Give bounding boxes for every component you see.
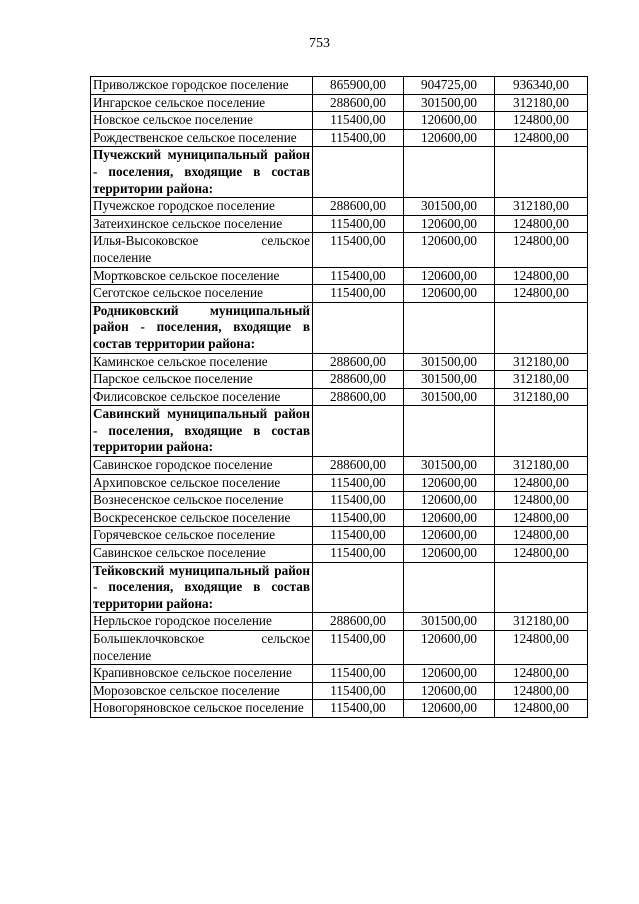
settlement-name-cell: Илья-Высоковское сельское поселение — [91, 233, 313, 267]
amount-cell-1 — [313, 406, 404, 457]
settlement-name-cell: Морозовское сельское поселение — [91, 682, 313, 700]
amount-cell-1: 288600,00 — [313, 388, 404, 406]
amount-cell-1: 288600,00 — [313, 457, 404, 475]
settlement-name-cell: Каминское сельское поселение — [91, 353, 313, 371]
amount-cell-1: 115400,00 — [313, 492, 404, 510]
amount-cell-3: 124800,00 — [495, 527, 588, 545]
amount-cell-2: 120600,00 — [404, 545, 495, 563]
page-number: 753 — [309, 36, 330, 51]
amount-cell-2: 904725,00 — [404, 77, 495, 95]
amount-cell-2: 120600,00 — [404, 233, 495, 267]
settlement-name-cell: Парское сельское поселение — [91, 371, 313, 389]
table-row — [91, 509, 588, 527]
district-name-cell: Пучежский муниципальный район - поселения, входящие в состав территории района: — [91, 147, 313, 198]
table-row — [91, 700, 588, 718]
table-row — [91, 94, 588, 112]
amount-cell-2: 120600,00 — [404, 492, 495, 510]
amount-cell-1: 115400,00 — [313, 285, 404, 303]
amount-cell-2: 301500,00 — [404, 388, 495, 406]
amount-cell-1: 115400,00 — [313, 631, 404, 665]
table-row — [91, 77, 588, 95]
table-row — [91, 492, 588, 510]
amount-cell-1 — [313, 147, 404, 198]
amount-cell-3: 124800,00 — [495, 700, 588, 718]
section-header-row — [91, 562, 588, 613]
amount-cell-3: 312180,00 — [495, 353, 588, 371]
amount-cell-2: 120600,00 — [404, 631, 495, 665]
table-row — [91, 665, 588, 683]
amount-cell-3 — [495, 302, 588, 353]
amount-cell-1: 115400,00 — [313, 700, 404, 718]
settlement-name-cell: Крапивновское сельское поселение — [91, 665, 313, 683]
amount-cell-1: 115400,00 — [313, 215, 404, 233]
district-name-cell: Тейковский муниципальный район - поселения, входящие в состав территории района: — [91, 562, 313, 613]
amount-cell-1 — [313, 302, 404, 353]
settlement-name-cell: Ингарское сельское поселение — [91, 94, 313, 112]
amount-cell-2 — [404, 147, 495, 198]
amount-cell-2 — [404, 302, 495, 353]
amount-cell-1: 115400,00 — [313, 545, 404, 563]
amount-cell-2: 301500,00 — [404, 613, 495, 631]
amount-cell-2: 120600,00 — [404, 215, 495, 233]
settlement-name-cell: Затеихинское сельское поселение — [91, 215, 313, 233]
amount-cell-3: 936340,00 — [495, 77, 588, 95]
settlement-name-cell: Филисовское сельское поселение — [91, 388, 313, 406]
amount-cell-2 — [404, 562, 495, 613]
table-row — [91, 198, 588, 216]
table-row — [91, 474, 588, 492]
amount-cell-2: 120600,00 — [404, 527, 495, 545]
amount-cell-3: 124800,00 — [495, 682, 588, 700]
amount-cell-1: 288600,00 — [313, 371, 404, 389]
amount-cell-3: 124800,00 — [495, 112, 588, 130]
amount-cell-1: 115400,00 — [313, 474, 404, 492]
amount-cell-3: 124800,00 — [495, 233, 588, 267]
table-row — [91, 457, 588, 475]
amount-cell-3: 124800,00 — [495, 665, 588, 683]
amount-cell-2: 120600,00 — [404, 474, 495, 492]
amount-cell-3: 124800,00 — [495, 509, 588, 527]
amount-cell-2: 301500,00 — [404, 457, 495, 475]
amount-cell-3: 312180,00 — [495, 388, 588, 406]
amount-cell-2: 120600,00 — [404, 129, 495, 147]
settlement-name-cell: Новское сельское поселение — [91, 112, 313, 130]
table-row — [91, 215, 588, 233]
amount-cell-3: 124800,00 — [495, 267, 588, 285]
amount-cell-2: 120600,00 — [404, 665, 495, 683]
amount-cell-3: 124800,00 — [495, 285, 588, 303]
table-body — [91, 77, 588, 718]
table-row — [91, 353, 588, 371]
table-row — [91, 371, 588, 389]
amount-cell-3 — [495, 406, 588, 457]
amount-cell-2: 301500,00 — [404, 198, 495, 216]
settlement-name-cell: Новогоряновское сельское поселение — [91, 700, 313, 718]
settlement-name-cell: Приволжское городское поселение — [91, 77, 313, 95]
amount-cell-1 — [313, 562, 404, 613]
table-row — [91, 613, 588, 631]
settlement-name-cell: Нерльское городское поселение — [91, 613, 313, 631]
amount-cell-1: 115400,00 — [313, 682, 404, 700]
amount-cell-1: 288600,00 — [313, 94, 404, 112]
amount-cell-3: 124800,00 — [495, 631, 588, 665]
amount-cell-1: 115400,00 — [313, 129, 404, 147]
amount-cell-1: 288600,00 — [313, 198, 404, 216]
amount-cell-2: 120600,00 — [404, 267, 495, 285]
amount-cell-3: 124800,00 — [495, 129, 588, 147]
settlement-name-cell: Горячевское сельское поселение — [91, 527, 313, 545]
amount-cell-3: 312180,00 — [495, 198, 588, 216]
amount-cell-2: 120600,00 — [404, 700, 495, 718]
district-name-cell: Родниковский муниципальный район - поселения, входящие в состав территории района: — [91, 302, 313, 353]
amount-cell-3: 312180,00 — [495, 371, 588, 389]
settlement-name-cell: Большеклочковское сельское поселение — [91, 631, 313, 665]
settlement-name-cell: Сеготское сельское поселение — [91, 285, 313, 303]
amount-cell-2: 301500,00 — [404, 353, 495, 371]
settlement-name-cell: Савинское сельское поселение — [91, 545, 313, 563]
amount-cell-3: 312180,00 — [495, 613, 588, 631]
table-row — [91, 388, 588, 406]
amount-cell-1: 115400,00 — [313, 527, 404, 545]
amount-cell-3 — [495, 147, 588, 198]
amount-cell-3 — [495, 562, 588, 613]
amount-cell-2: 120600,00 — [404, 509, 495, 527]
settlement-name-cell: Пучежское городское поселение — [91, 198, 313, 216]
amount-cell-1: 115400,00 — [313, 267, 404, 285]
district-name-cell: Савинский муниципальный район - поселения, входящие в состав территории района: — [91, 406, 313, 457]
amount-cell-2 — [404, 406, 495, 457]
table-row — [91, 285, 588, 303]
amount-cell-1: 115400,00 — [313, 509, 404, 527]
amount-cell-3: 312180,00 — [495, 457, 588, 475]
settlement-name-cell: Савинское городское поселение — [91, 457, 313, 475]
settlements-table — [90, 76, 588, 718]
section-header-row — [91, 147, 588, 198]
table-row — [91, 233, 588, 267]
amount-cell-2: 301500,00 — [404, 371, 495, 389]
table-row — [91, 682, 588, 700]
table-row — [91, 631, 588, 665]
settlement-name-cell: Мортковское сельское поселение — [91, 267, 313, 285]
table-row — [91, 267, 588, 285]
settlement-name-cell: Вознесенское сельское поселение — [91, 492, 313, 510]
section-header-row — [91, 406, 588, 457]
amount-cell-1: 115400,00 — [313, 665, 404, 683]
amount-cell-2: 301500,00 — [404, 94, 495, 112]
amount-cell-3: 312180,00 — [495, 94, 588, 112]
amount-cell-2: 120600,00 — [404, 112, 495, 130]
amount-cell-1: 115400,00 — [313, 112, 404, 130]
settlement-name-cell: Воскресенское сельское поселение — [91, 509, 313, 527]
amount-cell-1: 288600,00 — [313, 613, 404, 631]
table-row — [91, 112, 588, 130]
table-row — [91, 545, 588, 563]
amount-cell-3: 124800,00 — [495, 492, 588, 510]
section-header-row — [91, 302, 588, 353]
table-row — [91, 129, 588, 147]
amount-cell-1: 288600,00 — [313, 353, 404, 371]
amount-cell-2: 120600,00 — [404, 682, 495, 700]
amount-cell-2: 120600,00 — [404, 285, 495, 303]
amount-cell-3: 124800,00 — [495, 215, 588, 233]
amount-cell-1: 115400,00 — [313, 233, 404, 267]
amount-cell-3: 124800,00 — [495, 545, 588, 563]
amount-cell-3: 124800,00 — [495, 474, 588, 492]
amount-cell-1: 865900,00 — [313, 77, 404, 95]
table-row — [91, 527, 588, 545]
settlement-name-cell: Рождественское сельское поселение — [91, 129, 313, 147]
settlement-name-cell: Архиповское сельское поселение — [91, 474, 313, 492]
